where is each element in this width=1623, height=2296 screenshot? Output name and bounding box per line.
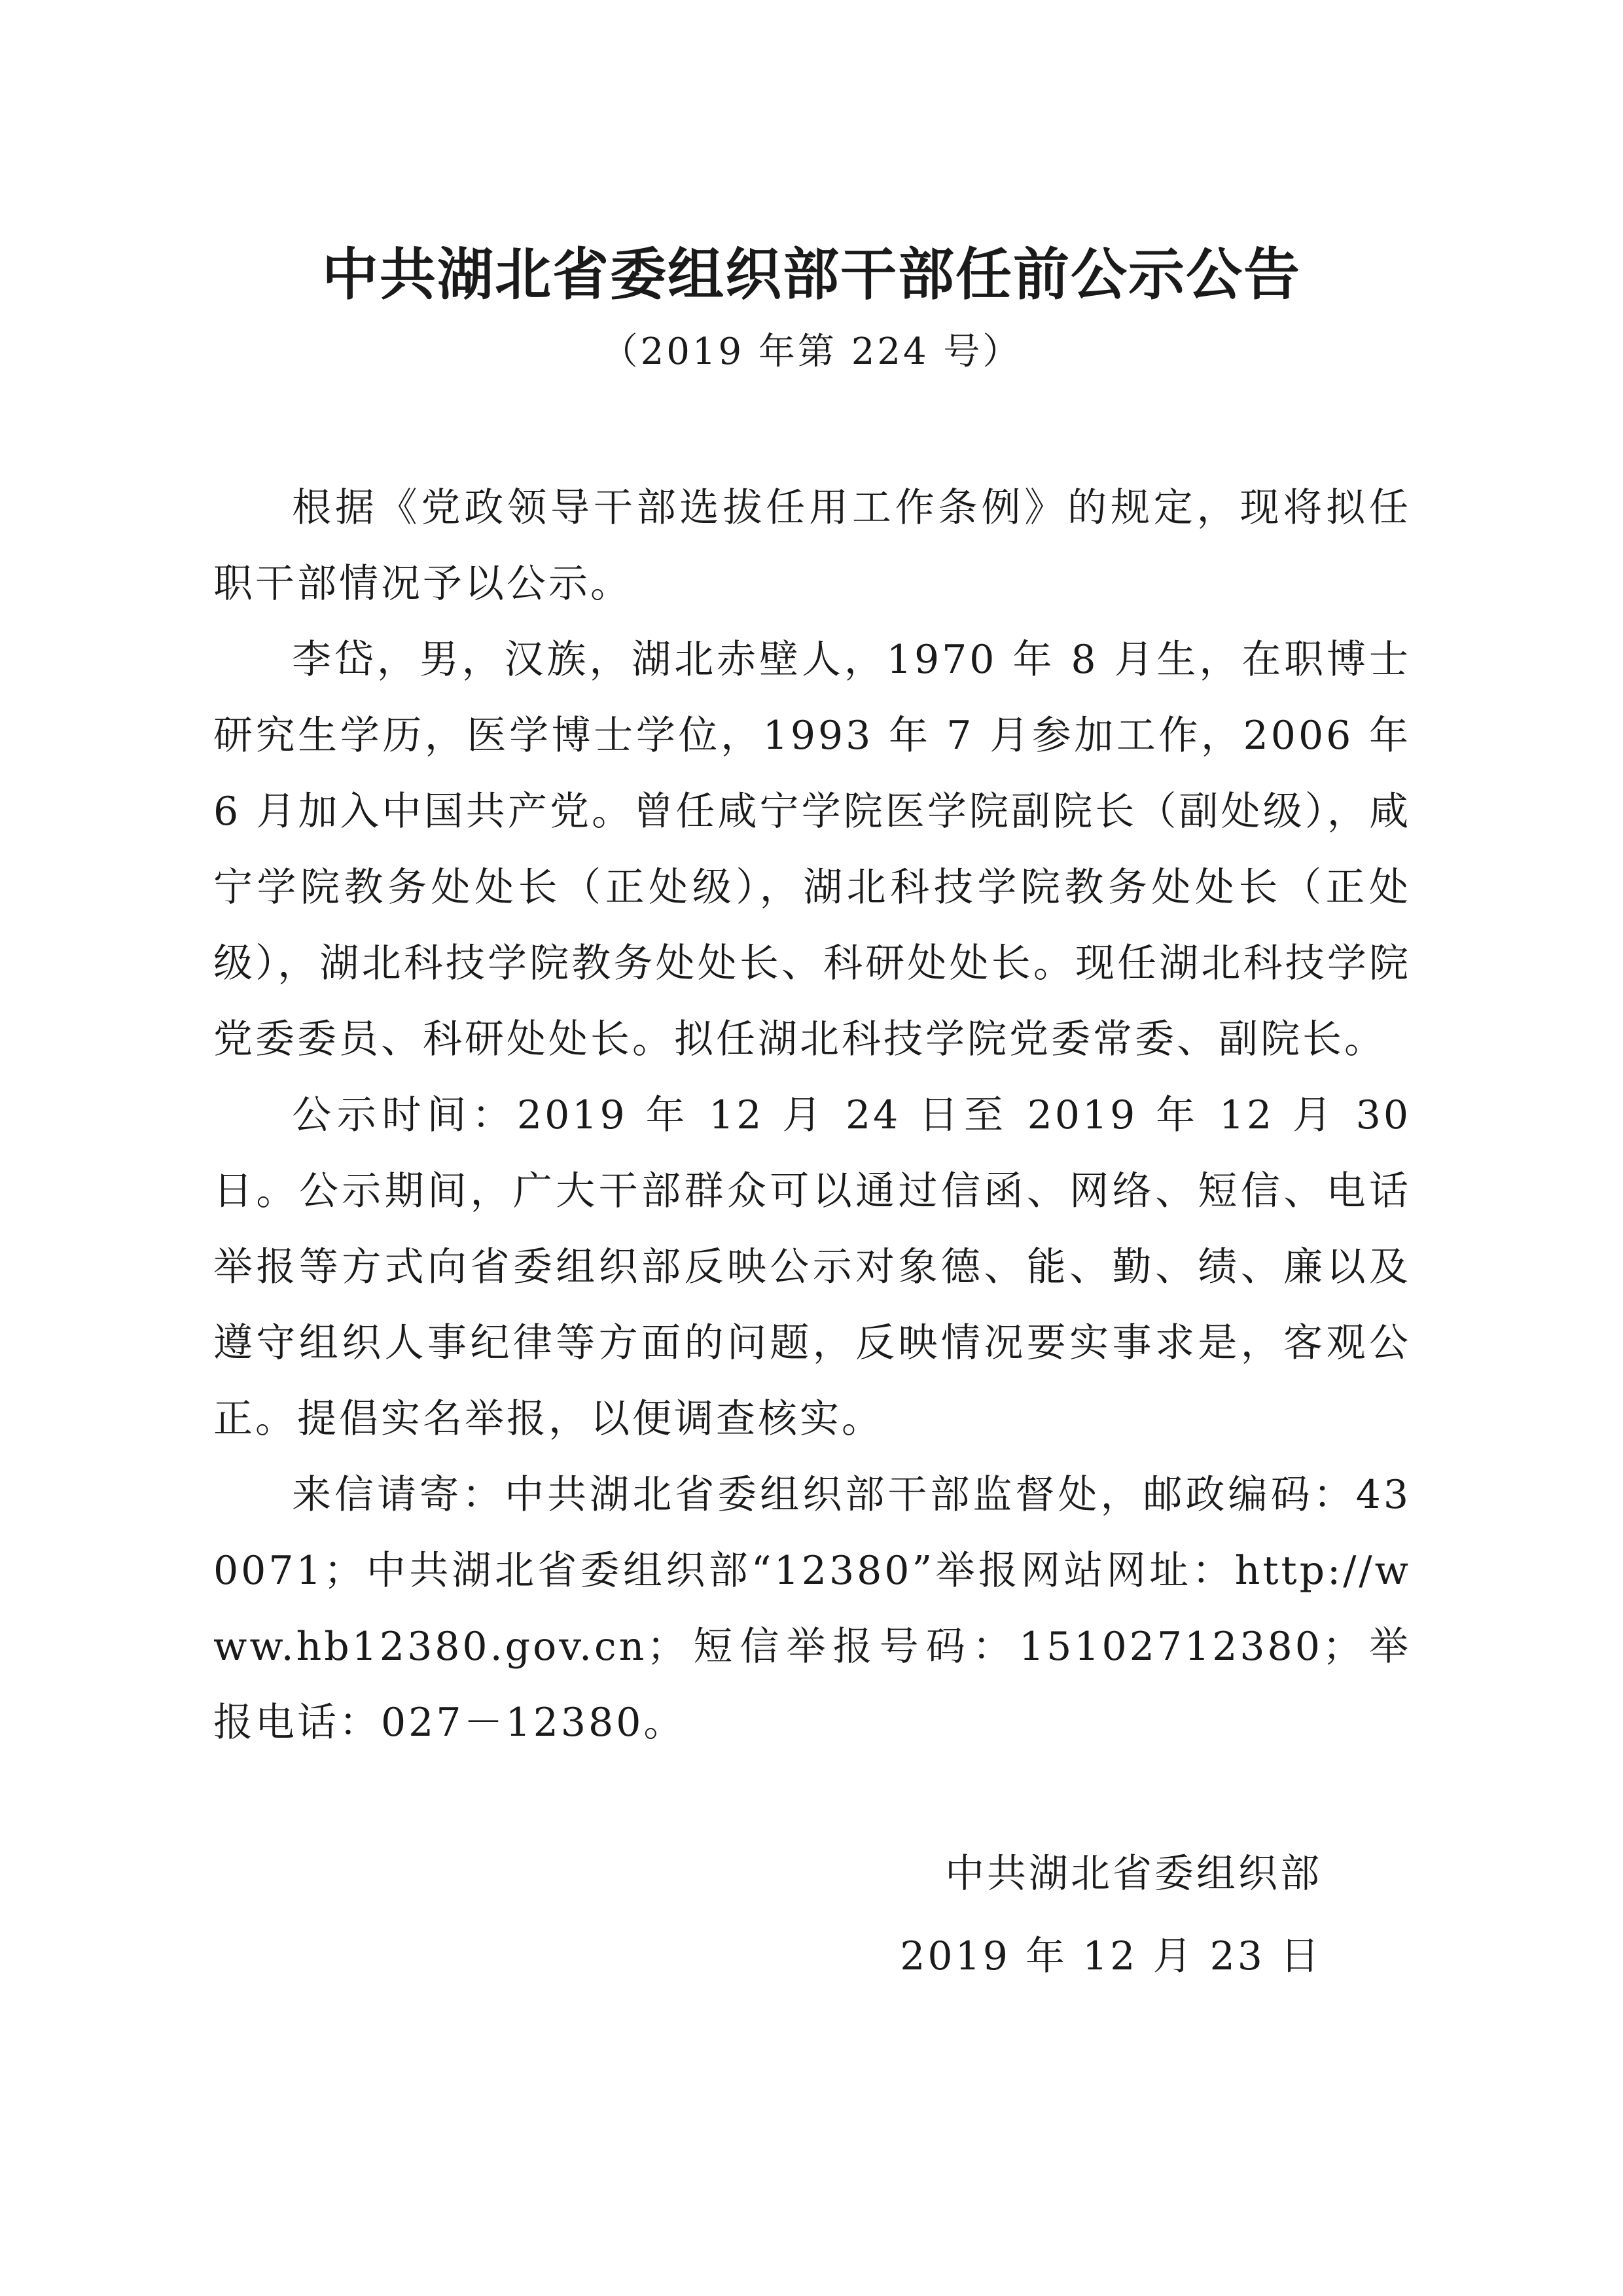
document-title: 中共湖北省委组织部干部任前公示公告: [322, 242, 1301, 308]
signature-organization: 中共湖北省委组织部: [945, 1851, 1322, 1897]
signature-block: [851, 1833, 1322, 1998]
paragraph-contact-info: 来信请寄：中共湖北省委组织部干部监督处，邮政编码：430071；中共湖北省委组织部“12380”举报网站网址：http://www.hb12380.gov.cn；短信举报号码：15102712380；举报电话：027－12380。: [213, 1472, 1411, 1746]
signature-date: 2019 年 12 月 23 日: [900, 1933, 1322, 1979]
paragraph-intro: 根据《党政领导干部选拔任用工作条例》的规定，现将拟任职干部情况予以公示。: [213, 485, 1411, 607]
paragraph-notice-period: 公示时间：2019 年 12 月 24 日至 2019 年 12 月 30 日。公示期间，广大干部群众可以通过信函、网络、短信、电话举报等方式向省委组织部反映公示对象德、能、勤、绩、廉以及遵守组织人事纪律等方面的问题，反映情况要实事求是，客观公正。提倡实名举报，以便调查核实。: [213, 1092, 1411, 1442]
paragraph-candidate-profile: 李岱，男，汉族，湖北赤壁人，1970 年 8 月生，在职博士研究生学历，医学博士学位，1993 年 7 月参加工作，2006 年 6 月加入中国共产党。曾任咸宁学院医学院副院长（副处级），咸宁学院教务处处长（正处级），湖北科技学院教务处处长（正处级），湖北科技学院教务处处长、科研处处长。现任湖北科技学院党委委员、科研处处长。拟任湖北科技学院党委常委、副院长。: [213, 637, 1411, 1062]
document-body: [213, 470, 1411, 1761]
document-number: （2019 年第 224 号）: [601, 331, 1022, 373]
